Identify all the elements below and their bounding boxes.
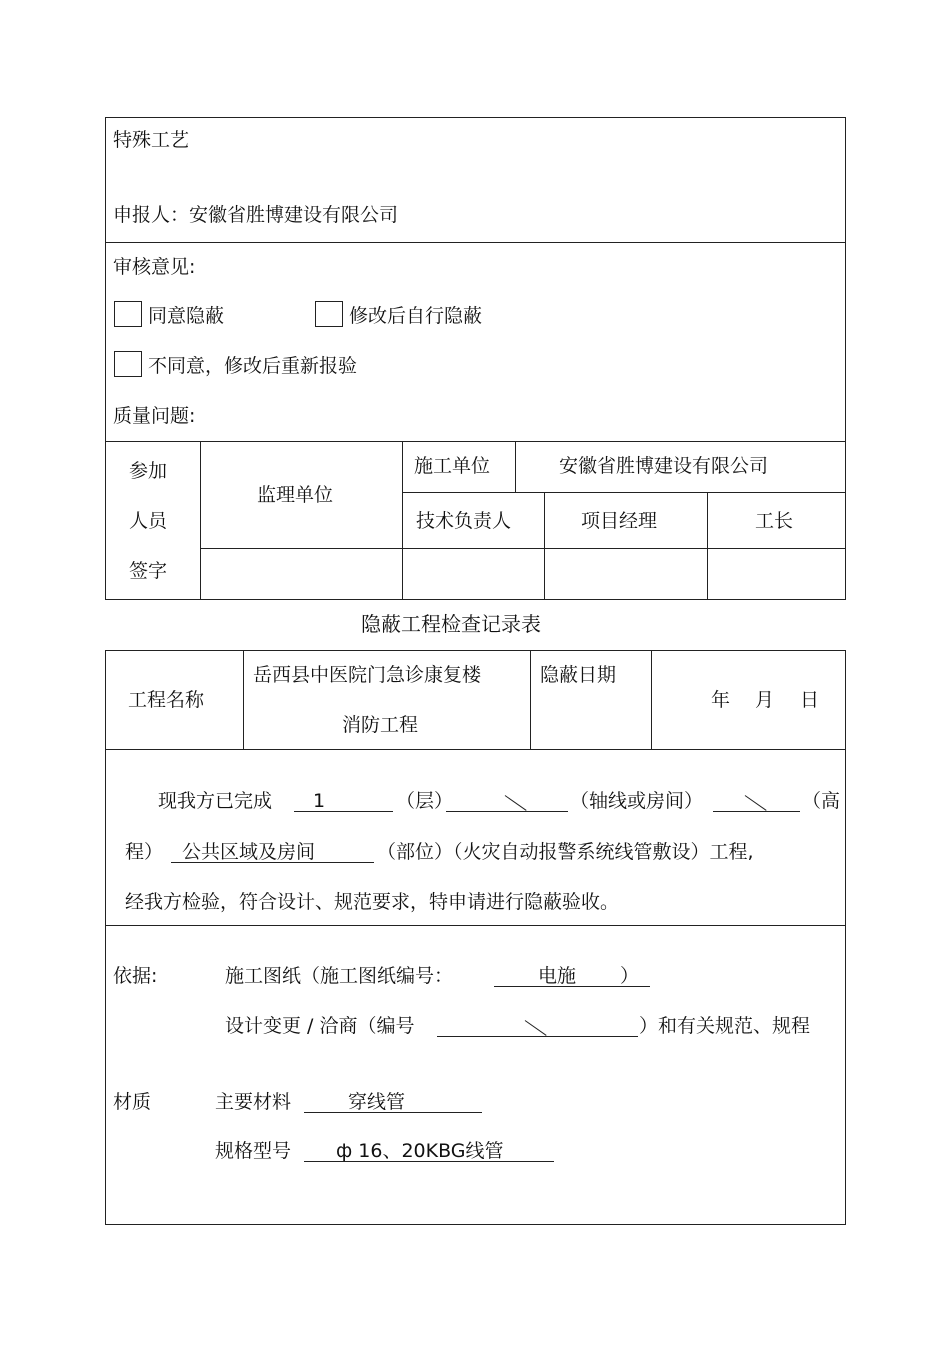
foreman-label: 工长 [755,510,794,532]
material-label: 材质 [113,1091,152,1113]
drawing-prefix: 施工图纸（施工图纸编号： [225,965,454,987]
axis-suffix: （轴线或房间） [570,790,704,812]
disagree-checkbox[interactable] [114,351,142,377]
location-suffix: （部位）（火灾自动报警系统线管敷设）工程, [377,841,754,863]
divider [105,925,846,926]
divider [243,650,244,750]
spec-underline [304,1161,554,1162]
divider [544,492,545,600]
drawing-suffix: ） [620,965,640,987]
hidden-date-label: 隐蔽日期 [540,664,617,686]
project-name-line1: 岳西县中医院门急诊康复楼 [253,664,482,686]
agree-checkbox[interactable] [114,301,142,327]
project-manager-label: 项目经理 [581,510,658,532]
spec-label: 规格型号 [215,1140,292,1162]
construction-unit-value: 安徽省胜博建设有限公司 [559,455,769,477]
elevation-underline [713,811,800,812]
date-year: 年 [711,689,731,711]
date-day: 日 [800,689,820,711]
form-title: 隐蔽工程检查记录表 [361,612,541,636]
review-opinion-label: 审核意见: [113,256,196,278]
divider [105,749,846,750]
participants-label-2: 人员 [129,510,168,532]
declarant-text: 申报人：安徽省胜博建设有限公司 [113,204,399,226]
elevation-suffix: （高 [802,790,841,812]
location-underline [171,862,374,863]
divider [402,492,846,493]
floor-suffix: （层） [396,790,454,812]
location-value: 公共区域及房间 [182,841,316,863]
spec-value: ф 16、20KBG线管 [336,1140,504,1162]
statement-line3: 经我方检验，符合设计、规范要求，特申请进行隐蔽验收。 [125,891,620,913]
change-suffix: ）和有关规范、规程 [639,1015,811,1037]
project-name-line2: 消防工程 [342,714,419,736]
disagree-label: 不同意，修改后重新报验 [148,355,358,377]
participants-label-3: 签字 [129,560,168,582]
divider [105,242,846,243]
bottom-form-table [105,650,846,1225]
modify-self-checkbox[interactable] [315,301,343,327]
floor-underline [294,811,393,812]
supervisor-unit-label: 监理单位 [257,484,334,506]
divider [651,650,652,750]
divider [530,650,531,750]
divider [200,441,201,600]
divider [402,441,403,600]
main-material-underline [304,1112,482,1113]
change-underline [437,1036,638,1037]
quality-issue-label: 质量问题: [113,405,196,427]
divider [200,548,846,549]
tech-lead-label: 技术负责人 [416,510,512,532]
project-name-label: 工程名称 [128,689,205,711]
agree-label: 同意隐蔽 [148,305,225,327]
statement-prefix: 现我方已完成 [158,790,273,812]
basis-label: 依据: [113,965,158,987]
date-month: 月 [755,689,775,711]
axis-underline [446,811,568,812]
drawing-value: 电施 [538,965,577,987]
modify-self-label: 修改后自行隐蔽 [349,305,483,327]
participants-label-1: 参加 [129,460,168,482]
floor-value: 1 [313,790,326,812]
special-process-label: 特殊工艺 [113,129,190,151]
divider [105,441,846,442]
drawing-underline [494,986,650,987]
divider [515,441,516,492]
main-material-label: 主要材料 [215,1091,292,1113]
change-prefix: 设计变更 / 洽商（编号 [225,1015,415,1037]
divider [707,492,708,600]
main-material-value: 穿线管 [348,1091,406,1113]
construction-unit-label: 施工单位 [414,455,491,477]
elevation-suffix-cont: 程） [125,841,164,863]
